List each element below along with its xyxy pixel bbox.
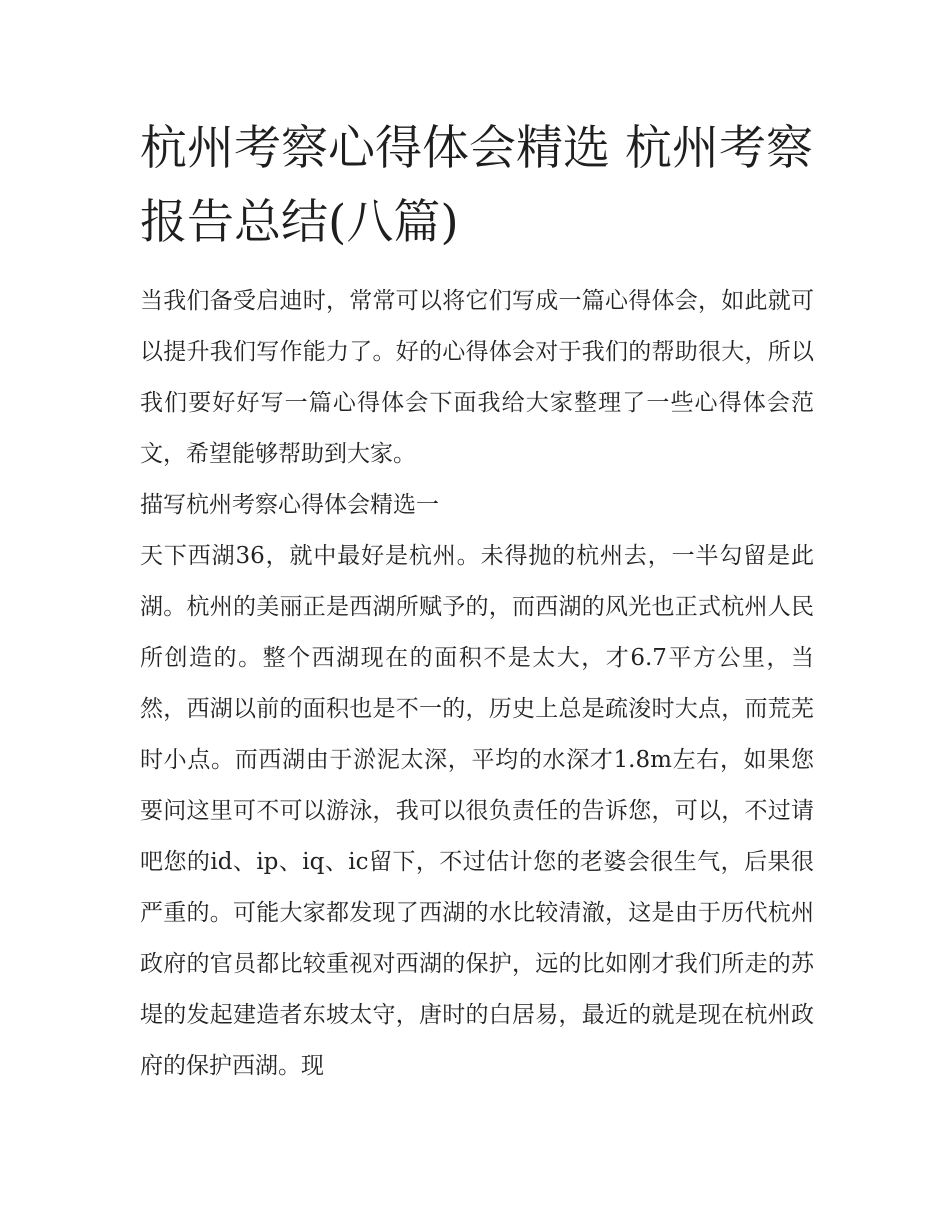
body-paragraph: 天下西湖36，就中最好是杭州。未得抛的杭州去，一半勾留是此湖。杭州的美丽正是西湖所赋予的，而西湖的风光也正式杭州人民所创造的。整个西湖现在的面积不是太大，才6.7平方公里，当然，西湖以前的面积也是不一的，历史上总是疏浚时大点，而荒芜时小点。而西湖由于淤泥太深，平均的水深才1.8m左右，如果您要问这里可不可以游泳，我可以很负责任的告诉您，可以，不过请吧您的id、ip、iq、ic留下，不过估计您的老婆会很生气，后果很严重的。可能大家都发现了西湖的水比较清澈，这是由于历代杭州政府的官员都比较重视对西湖的保护，远的比如刚才我们所走的苏堤的发起建造者东坡太守，唐时的白居易，最近的就是现在杭州政府的保护西湖。现 <box>140 543 814 1079</box>
intro-paragraph: 当我们备受启迪时，常常可以将它们写成一篇心得体会，如此就可以提升我们写作能力了。好的心得体会对于我们的帮助很大，所以我们要好好写一篇心得体会下面我给大家整理了一些心得体会范文，希望能够帮助到大家。 <box>140 288 814 467</box>
document-page <box>140 112 814 1092</box>
document-title: 杭州考察心得体会精选 杭州考察报告总结(八篇) <box>140 121 813 250</box>
section-heading: 描写杭州考察心得体会精选一 <box>140 492 439 518</box>
